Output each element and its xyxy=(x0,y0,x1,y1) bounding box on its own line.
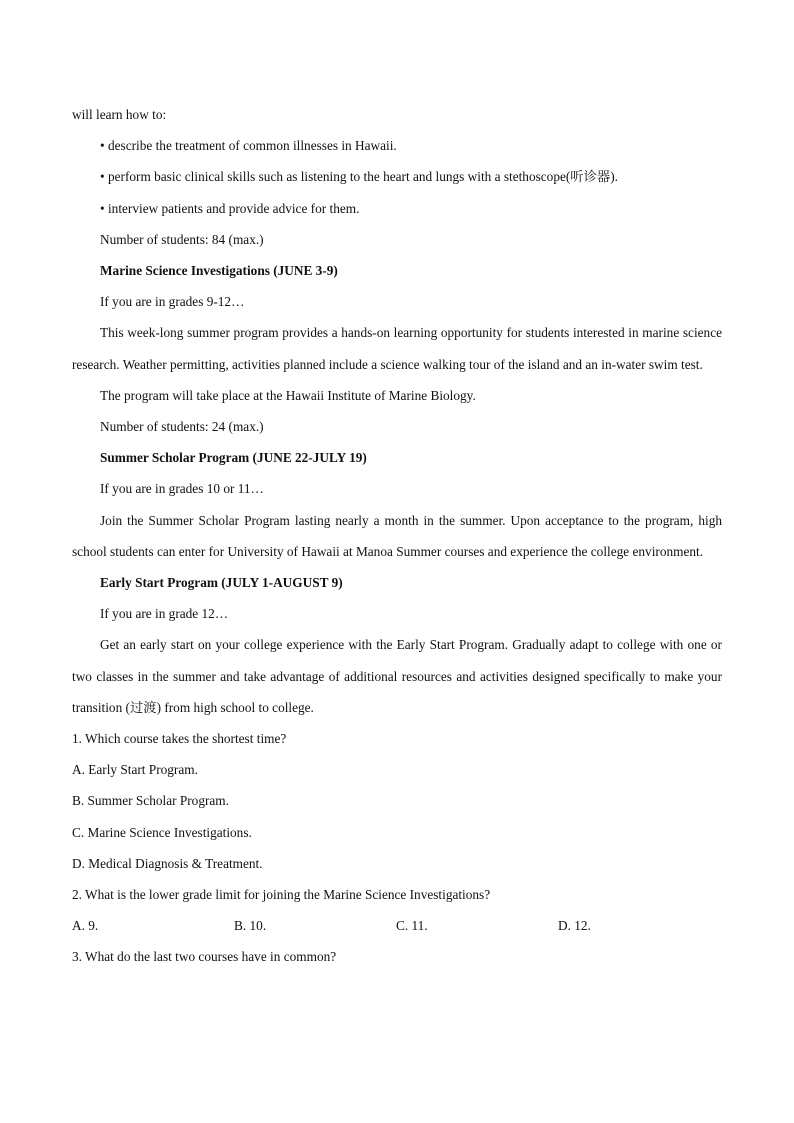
question-2-option-a: A. 9. xyxy=(72,918,99,934)
scholar-grades: If you are in grades 10 or 11… xyxy=(100,481,264,497)
question-2-option-b: B. 10. xyxy=(234,918,267,934)
question-2-option-d: D. 12. xyxy=(558,918,591,934)
question-1-stem: 1. Which course takes the shortest time? xyxy=(72,731,287,747)
intro-tail: will learn how to: xyxy=(72,107,167,122)
marine-location: The program will take place at the Hawaii Institute of Marine Biology. xyxy=(100,387,476,403)
medical-capacity: Number of students: 84 (max.) xyxy=(100,231,264,247)
bullet-item: • interview patients and provide advice for them. xyxy=(100,200,360,216)
question-1-option-d: D. Medical Diagnosis & Treatment. xyxy=(72,855,263,871)
question-3-stem: 3. What do the last two courses have in common? xyxy=(72,949,337,965)
bullet-item: • describe the treatment of common illnesses in Hawaii. xyxy=(100,138,397,154)
scholar-title: Summer Scholar Program (JUNE 22-JULY 19) xyxy=(100,450,367,466)
marine-grades: If you are in grades 9-12… xyxy=(100,294,245,310)
scholar-description: Join the Summer Scholar Program lasting nearly a month in the summer. Upon acceptance to the program, high school students can enter for University of Hawaii at Manoa Summer courses and experience the college environment. xyxy=(72,512,722,559)
question-2-options xyxy=(72,910,722,941)
marine-title: Marine Science Investigations (JUNE 3-9) xyxy=(100,263,338,279)
marine-capacity: Number of students: 24 (max.) xyxy=(100,419,264,435)
question-2-stem: 2. What is the lower grade limit for joining the Marine Science Investigations? xyxy=(72,887,491,903)
document-page xyxy=(72,99,722,973)
early-grades: If you are in grade 12… xyxy=(100,606,229,622)
early-description: Get an early start on your college experience with the Early Start Program. Gradually adapt to college with one or two classes in the summer and take advantage of additional resources and activities designed specifically to make your transition (过渡) from high school to college. xyxy=(72,637,722,715)
marine-description: This week-long summer program provides a hands-on learning opportunity for students interested in marine science research. Weather permitting, activities planned include a science walking tour of the island and an in-water swim test. xyxy=(72,325,722,372)
question-2-option-c: C. 11. xyxy=(396,918,428,934)
question-1-option-a: A. Early Start Program. xyxy=(72,762,198,778)
question-1-option-c: C. Marine Science Investigations. xyxy=(72,824,252,840)
early-title: Early Start Program (JULY 1-AUGUST 9) xyxy=(100,575,343,591)
question-1-option-b: B. Summer Scholar Program. xyxy=(72,793,229,809)
bullet-item: • perform basic clinical skills such as listening to the heart and lungs with a stethoscope(听诊器). xyxy=(100,169,618,185)
